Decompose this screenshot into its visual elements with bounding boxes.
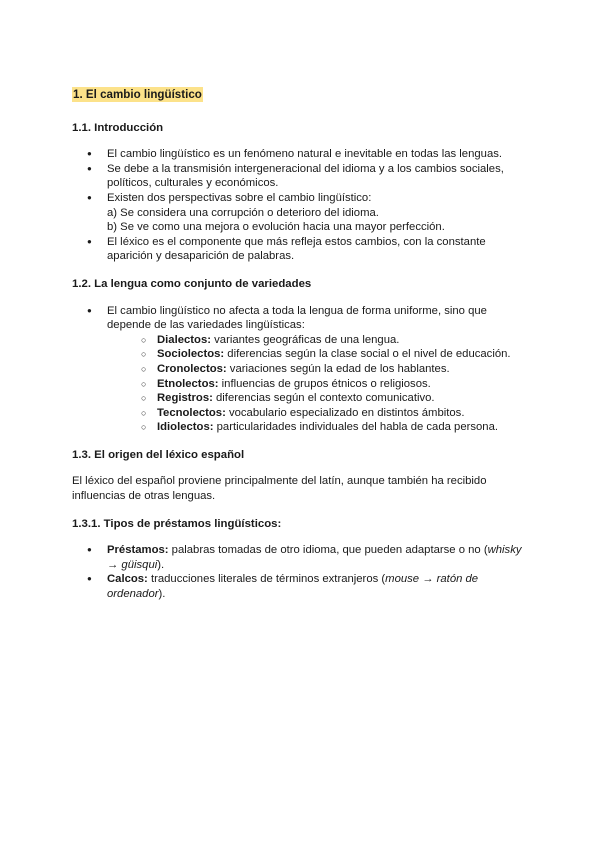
sublist-item xyxy=(107,333,532,348)
variety-term: Cronolectos: xyxy=(157,362,227,375)
perspective-a: a) Se considera una corrupción o deterioro del idioma. xyxy=(107,206,379,219)
variety-term: Registros: xyxy=(157,392,213,405)
loan-term: Calcos: xyxy=(107,573,148,586)
loan-desc: palabras tomadas de otro idioma, que pueden adaptarse o no ( xyxy=(168,544,488,557)
list-item xyxy=(72,304,532,435)
variety-term: Sociolectos: xyxy=(157,348,225,361)
sublist-item xyxy=(107,347,532,362)
loanword-bullet-list xyxy=(72,543,532,601)
document-body xyxy=(72,88,532,615)
highlighted-title: 1. El cambio lingüístico xyxy=(73,88,202,101)
bullet-text: ● Existen dos perspectivas sobre el cambio lingüístico: xyxy=(107,191,372,204)
perspective-b: b) Se ve como una mejora o evolución hacia una mayor perfección. xyxy=(107,221,445,234)
subsection-heading-1-3: 1.3. El origen del léxico español xyxy=(72,448,245,461)
variety-term: Etnolectos: xyxy=(157,377,219,390)
sublist-item xyxy=(107,362,532,377)
loan-close: ). xyxy=(157,558,165,571)
loan-example: mouse → ratón de ordenador xyxy=(107,573,479,601)
subsection-heading-1-2: 1.2. La lengua como conjunto de variedades xyxy=(72,277,312,290)
loan-term: Préstamos: xyxy=(107,544,169,557)
sublist-item xyxy=(107,406,532,421)
intro-bullet-list xyxy=(72,147,532,264)
sublist-item xyxy=(107,377,532,392)
bullet-text: Se debe a la transmisión intergeneracional del idioma y a los cambios sociales, políticos, culturales y económicos. xyxy=(107,162,504,190)
loan-example: whisky → güisqui xyxy=(107,544,522,571)
variety-desc: diferencias según la clase social o el nivel de educación. xyxy=(224,348,511,361)
bullet-text: El cambio lingüístico no afecta a toda la lengua de forma uniforme, sino que depende de las variedades lingüísticas: xyxy=(107,304,487,332)
list-item xyxy=(72,572,532,601)
bullet-text: El léxico es el componente que más refleja estos cambios, con la constante aparición y desaparición de palabras. xyxy=(107,235,486,263)
section-heading-1 xyxy=(72,88,532,103)
subsection-heading-1-3-1: 1.3.1. Tipos de préstamos lingüísticos: xyxy=(72,517,282,530)
variety-desc: particularidades individuales del habla de cada persona. xyxy=(213,421,498,434)
sublist-item xyxy=(107,420,532,435)
varieties-sublist xyxy=(107,333,532,435)
variety-desc: variantes geográficas de una lengua. xyxy=(211,333,400,346)
loan-desc: traducciones literales de términos extranjeros ( xyxy=(147,573,386,586)
list-item xyxy=(72,147,532,162)
list-item xyxy=(72,235,532,264)
variety-desc: influencias de grupos étnicos o religiosos. xyxy=(218,377,431,390)
variety-desc: variaciones según la edad de los hablantes. xyxy=(226,362,450,375)
origin-paragraph: El léxico del español proviene principalmente del latín, aunque también ha recibido influencias de otras lenguas. xyxy=(72,475,487,503)
variety-term: Idiolectos: xyxy=(157,421,214,434)
variety-term: Tecnolectos: xyxy=(157,406,226,419)
variety-term: Dialectos: xyxy=(157,333,211,346)
variety-desc: diferencias según el contexto comunicativo. xyxy=(212,392,435,405)
variety-desc: vocabulario especializado en distintos ámbitos. xyxy=(225,406,465,419)
list-item xyxy=(72,162,532,191)
subsection-heading-1-1: 1.1. Introducción xyxy=(72,121,164,134)
list-item xyxy=(72,543,532,572)
loan-close: ). xyxy=(158,588,166,601)
varieties-bullet-list xyxy=(72,304,532,435)
sublist-item xyxy=(107,391,532,406)
list-item xyxy=(72,191,532,235)
bullet-text: El cambio lingüístico es un fenómeno natural e inevitable en todas las lenguas. xyxy=(107,148,503,161)
